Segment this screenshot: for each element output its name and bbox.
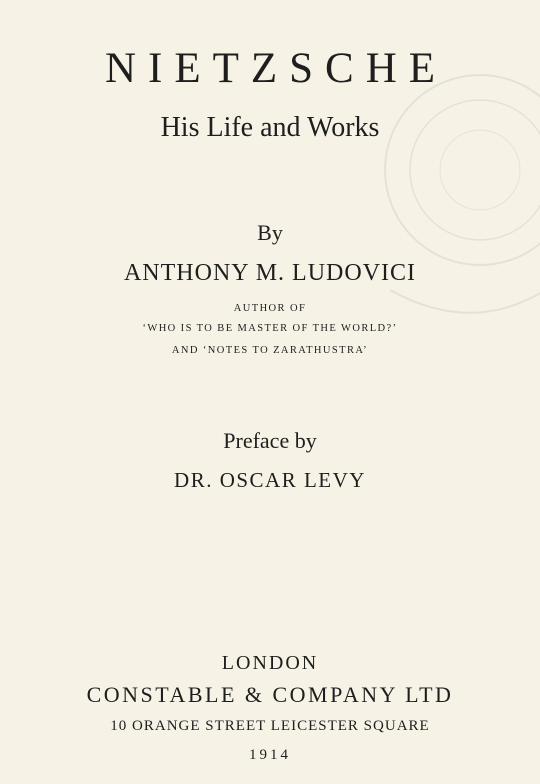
preface-label: Preface by xyxy=(223,428,317,453)
by-label: By xyxy=(257,220,283,245)
author-of-label: AUTHOR OF xyxy=(233,303,307,314)
book-subtitle: His Life and Works xyxy=(160,112,380,143)
other-work-2: AND ‘NOTES TO ZARATHUSTRA’ xyxy=(171,345,369,356)
preface-author-name: DR. OSCAR LEVY xyxy=(174,468,366,492)
imprint-year: 1914 xyxy=(249,747,291,763)
imprint-publisher: CONSTABLE & COMPANY LTD xyxy=(86,682,454,707)
other-work-1: ‘WHO IS TO BE MASTER OF THE WORLD?’ xyxy=(142,323,398,334)
book-title: NIETZSCHE xyxy=(104,45,448,92)
author-name: ANTHONY M. LUDOVICI xyxy=(123,260,417,286)
imprint-address: 10 ORANGE STREET LEICESTER SQUARE xyxy=(110,718,430,734)
library-stamp-watermark xyxy=(330,60,540,340)
imprint-city: LONDON xyxy=(221,652,319,674)
